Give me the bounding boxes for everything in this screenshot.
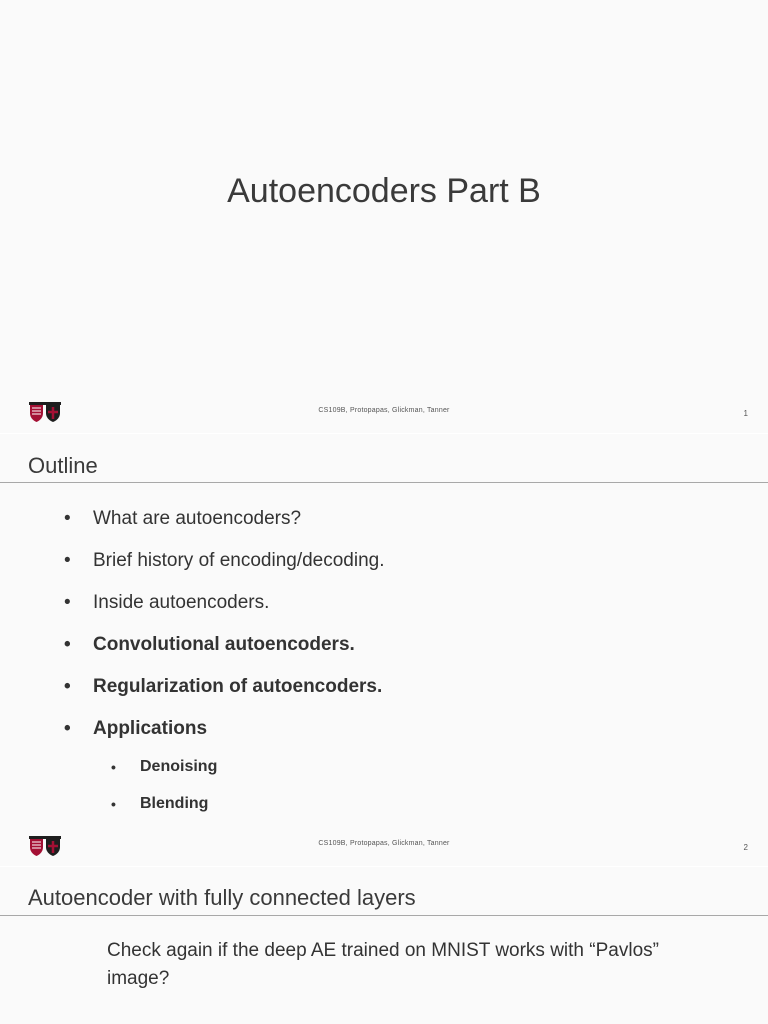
sub-bullet-item: • Blending: [111, 795, 209, 812]
slide-body-text: Check again if the deep AE trained on MNIST works with “Pavlos” image?: [107, 940, 659, 989]
page-number: 2: [743, 843, 748, 852]
slide-title: Autoencoders Part B: [227, 172, 541, 210]
bullet-item: • Convolutional autoencoders.: [64, 634, 355, 655]
heading-rule: [0, 482, 768, 483]
slide-footer: CS109B, Protopapas, Glickman, Tanner: [318, 840, 450, 847]
bullet-item: • Brief history of encoding/decoding.: [64, 550, 385, 571]
slide-heading: Autoencoder with fully connected layers: [28, 885, 416, 910]
slide-footer: CS109B, Protopapas, Glickman, Tanner: [318, 407, 450, 414]
sub-bullet-item: • Denoising: [111, 758, 218, 775]
page-number: 1: [743, 409, 748, 418]
heading-rule: [0, 915, 768, 916]
slide-3: [0, 867, 768, 1024]
bullet-item: • Applications: [64, 718, 208, 739]
bullet-item: • Regularization of autoencoders.: [64, 676, 383, 697]
bullet-item: • What are autoencoders?: [64, 508, 302, 529]
bullet-item: • Inside autoencoders.: [64, 592, 270, 613]
slide-1: [0, 0, 768, 433]
slide-2: [0, 434, 768, 866]
slide-heading: Outline: [28, 453, 98, 478]
